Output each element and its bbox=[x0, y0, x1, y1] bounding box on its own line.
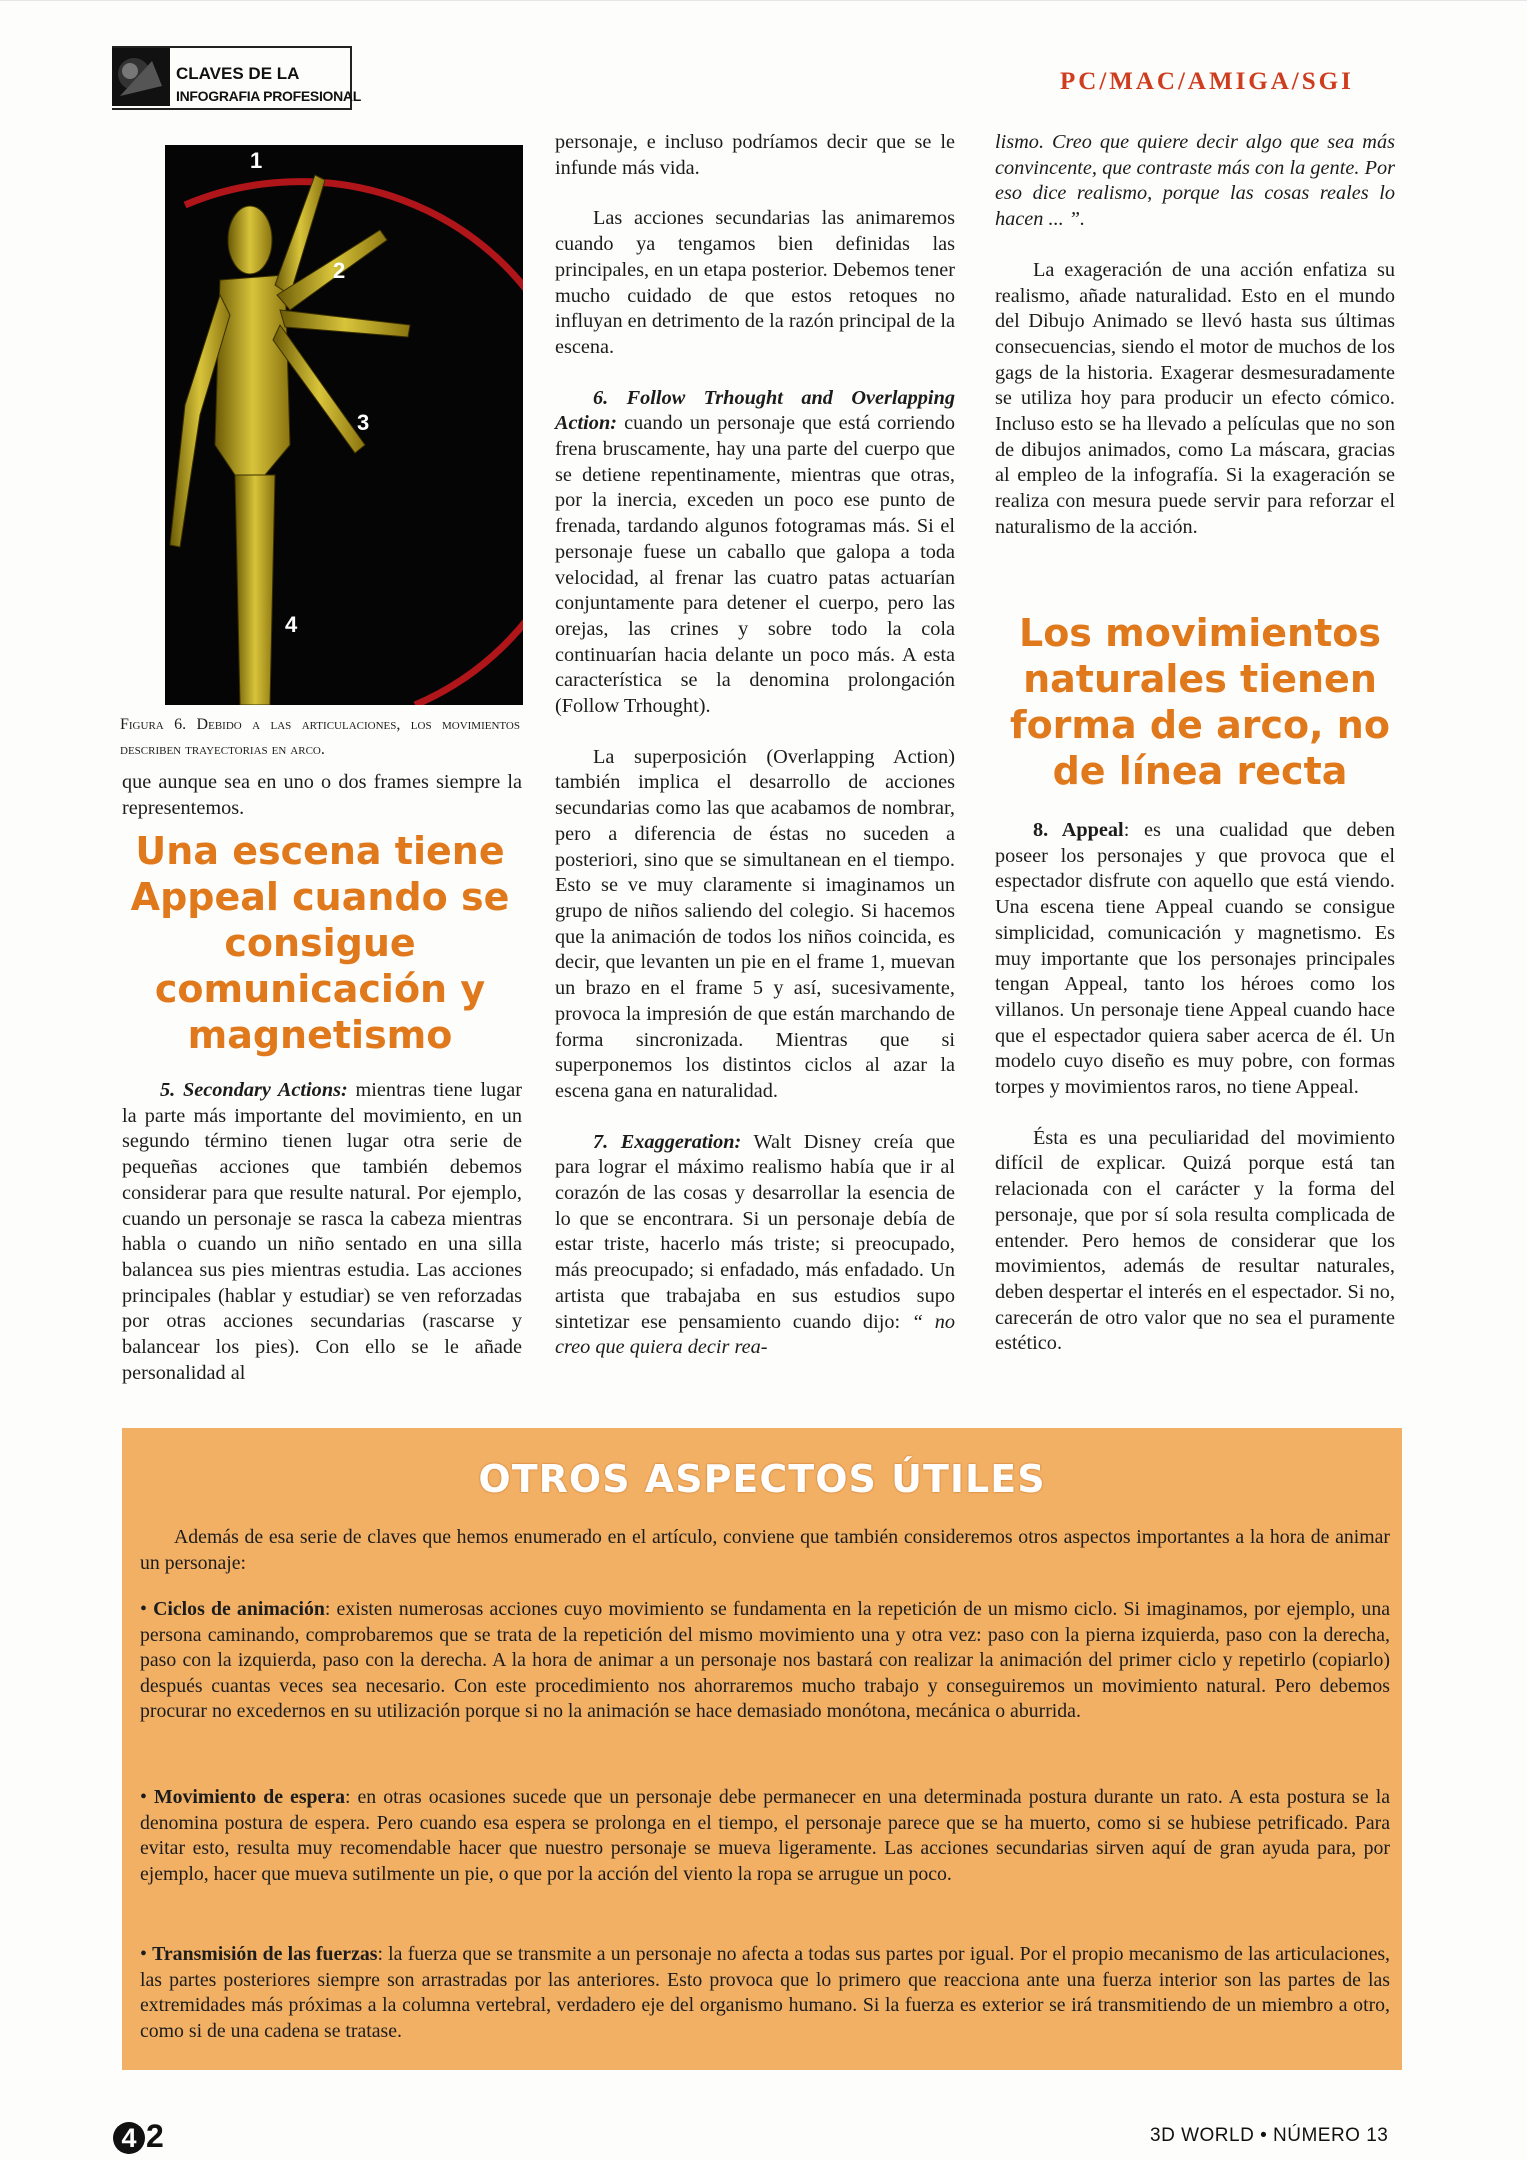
column-2 bbox=[555, 130, 955, 1361]
sidebar-item-3: • Transmisión de las fuerzas: la fuerza que se transmite a un personaje no afecta a todas sus partes por igual. Por el propio mecanismo de las articulaciones, las partes posteriores siempre son arrastradas por las anteriores. Esto provoca que lo primero que reacciona ante una fuerza interior son las partes de las extremidades más próximas a la columna vertebral, verdadero eje del organismo humano. Si la fuerza es exterior se irá transmitiendo de un miembro a otro, como si de una cadena se tratase. bbox=[140, 1943, 1390, 2042]
pullquote-appeal: Una escena tiene Appeal cuando se consigue comunicación y magnetismo bbox=[130, 829, 510, 1057]
section-7-quote: “ no creo que quiera decir rea- bbox=[555, 1310, 955, 1359]
section-7-text: Walt Disney creía que para lograr el máximo realismo había que ir al corazón de las cosas y desarrollar la esencia de lo que se encontrara. Si un personaje debía de estar triste, hacerlo más triste; si preocupado, más preocupado; si enfadado, más enfadado. Un artista que trabajaba en sus estudios supo sintetizar ese pensamiento cuando dijo: bbox=[555, 1130, 955, 1333]
sidebar-title: OTROS ASPECTOS ÚTILES bbox=[478, 1457, 1046, 1501]
logo-title-line2: INFOGRAFIA PROFESIONAL bbox=[176, 88, 361, 104]
sidebar-item-1: • Ciclos de animación: existen numerosas acciones cuyo movimiento se fundamenta en la repetición de un mismo ciclo. Si imaginamos, por ejemplo, una persona caminando, comprobaremos que se trata de la repetición del mismo movimiento una y otra vez: paso con la pierna izquierda, paso con la derecha, paso con la izquierda, paso con la derecha. A la hora de animar a un personaje nos bastará con realizar la animación del primer ciclo y repetirlo (copiarlo) después cuantas veces sea necesario. Con este procedimiento nos ahorraremos mucho trabajo y conseguiremos un movimiento natural. Pero debemos procurar no excedernos en su utilización porque si no la animación se hace demasiado monótona, mecánica o aburrida. bbox=[140, 1598, 1390, 1722]
pullquote-arcs: Los movimientos naturales tienen forma de arco, no de línea recta bbox=[1010, 611, 1390, 793]
sidebar-item-3-text: : la fuerza que se transmite a un personaje no afecta a todas sus partes por igual. Por el propio mecanismo de las articulaciones, las partes posteriores siempre son arrastradas por las anteriores. Esto provoca que lo primero que reacciona ante una fuerza interior son las partes de las extremidades más próximas a la columna vertebral, verdadero eje del organismo humano. Si la fuerza es exterior se irá transmitiendo de un miembro a otro, como si de una cadena se tratase. bbox=[140, 1943, 1390, 2042]
col3-exaggeration: La exageración de una acción enfatiza su realismo, añade naturalidad. Esto en el mundo del Dibujo Animado se llevó hasta sus últimas consecuencias, siendo el motor de muchos de los gags de la historia. Exagerar desmesuradamente se utiliza hoy para producir un efecto cómico. Incluso esto se ha llevado a películas que no son de dibujos animados, como La máscara, gracias al empleo de la infografía. Si la exageración se realiza con mesura puede servir para reforzar el naturalismo de la acción. bbox=[995, 258, 1395, 538]
sidebar-item-3-term: Transmisión de las fuerzas bbox=[152, 1943, 378, 1965]
figure-caption: Figura 6. Debido a las articulaciones, los movimientos describen trayectorias en arco. bbox=[120, 716, 520, 758]
sidebar-item-2-text: : en otras ocasiones sucede que un personaje debe permanecer en una determinada postura durante un rato. A esta postura se la denomina postura de espera. Pero cuando esa espera se prolonga en el tiempo, el personaje parece que se ha muerto, como si se hubiese petrificado. Para evitar esto, resulta muy recomendable hacer que nuestro personaje se mueva ligeramente. Las acciones secundarias sirven aquí de gran ayuda para, por ejemplo, hacer que mueva sutilmente un pie, o que por la acción del viento la ropa se arrugue un poco. bbox=[140, 1786, 1390, 1885]
footer-magazine: 3D WORLD • NÚMERO 13 bbox=[1150, 2125, 1389, 2146]
figure-label-2: 2 bbox=[333, 258, 346, 283]
logo-title-line1: CLAVES DE LA bbox=[176, 64, 300, 83]
sidebar-intro-block bbox=[140, 1525, 1390, 1576]
col2-p2: Las acciones secundarias las animaremos cuando ya tengamos bien definidas las principales, en un etapa posterior. Debemos tener mucho cuidado de que estos retoques no influyan en detrimento de la razón principal de la escena. bbox=[555, 207, 955, 358]
column-3-top bbox=[995, 130, 1395, 541]
section-5-heading: 5. Secondary Actions: bbox=[160, 1079, 348, 1101]
sidebar-item-1-text: : existen numerosas acciones cuyo movimiento se fundamenta en la repetición de un mismo ciclo. Si imaginamos, por ejemplo, una persona caminando, comprobaremos que se trata de la repetición del mismo movimiento una y otra vez: paso con la pierna izquierda, paso con la derecha, paso con la izquierda, paso con la derecha. A la hora de animar a un personaje nos bastará con realizar la animación del primer ciclo y repetirlo (copiarlo) después cuantas veces sea necesario. Con este procedimiento nos ahorraremos mucho trabajo y conseguiremos un movimiento natural. Pero debemos procurar no excedernos en su utilización porque si no la animación se hace demasiado monótona, mecánica o aburrida. bbox=[140, 1598, 1390, 1722]
section-8-heading: 8. Appeal bbox=[1033, 819, 1124, 841]
col2-overlapping: La superposición (Overlapping Action) también implica el desarrollo de acciones secundarias como las que acabamos de nombrar, pero a diferencia de éstas no suceden a posteriori, sino que se simultanean en el tiempo. Esto se ve muy claramente si imaginamos un grupo de niños saliendo del colegio. Si hacemos que la animación de todos los niños coincida, es decir, que levanten un pie en el frame 1, muevan un brazo en el frame 5 y así, sucesivamente, provoca la impresión de que están marchando de forma sincronizada. Mientras que si superponemos los distintos ciclos al azar la escena gana en naturalidad. bbox=[555, 745, 955, 1102]
section-7-heading: 7. Exaggeration: bbox=[593, 1130, 742, 1153]
platforms-header: PC/MAC/AMIGA/SGI bbox=[1060, 68, 1354, 95]
section-8-text: : es una cualidad que deben poseer los personajes y que provoca que el espectador disfrute con aquello que está viendo. Una escena tiene Appeal cuando se consigue simplicidad, comunicación y magnetismo. Es muy importante que los personajes principales tengan Appeal, tanto los héroes como los villanos. Un personaje tiene Appeal cuando hace que el espectador quiera saber acerca de él. Un modelo cuyo diseño es muy pobre, con formas torpes y movimientos raros, no tiene Appeal. bbox=[995, 819, 1395, 1099]
page-number-first-digit: 4 bbox=[113, 2122, 145, 2154]
col3-final: Ésta es una peculiaridad del movimiento difícil de explicar. Quizá porque está tan relacionada con el carácter y la forma del personaje, que por sí sola resulta complicada de entender. Pero hemos de considerar que los movimientos, además de resultar naturales, deben despertar el interés en el espectador. Si no, carecerán de otro valor que no sea el puramente estético. bbox=[995, 1126, 1395, 1355]
sidebar-intro: Además de esa serie de claves que hemos enumerado en el artículo, conviene que también consideremos otros aspectos importantes a la hora de animar un personaje: bbox=[140, 1526, 1390, 1574]
col3-quote: lismo. Creo que quiere decir algo que sea más convincente, que contraste más con la gente. Por eso dice realismo, porque las cosas reales lo hacen ... ”. bbox=[995, 131, 1395, 231]
figure-6-image bbox=[165, 145, 523, 705]
page-number bbox=[113, 2118, 164, 2155]
col1-intro: que aunque sea en uno o dos frames siempre la representemos. bbox=[122, 771, 522, 819]
section-6-heading: 6. Follow Trhought and Overlapping Action: bbox=[555, 386, 955, 435]
figure-label-4: 4 bbox=[285, 612, 298, 637]
col2-p1: personaje, e incluso podríamos decir que se le infunde más vida. bbox=[555, 131, 955, 179]
section-5-text: mientras tiene lugar la parte más importante del movimiento, en un segundo término tienen lugar otra serie de pequeñas acciones que también debemos considerar para que resulte natural. Por ejemplo, cuando un personaje se rasca la cabeza mientras habla o cuando un niño sentado en una silla balancea sus pies mientras estudia. Las acciones principales (hablar y estudiar) se ven reforzadas por otras acciones secundarias (rascarse y balancear los pies). Con ello se le añade personalidad al bbox=[122, 1079, 522, 1384]
section-6-text: cuando un personaje que está corriendo frena bruscamente, hay una parte del cuerpo que se detiene repentinamente, mientras que otras, por la inercia, exceden un poco ese punto de frenada, tardando algunos fotogramas más. Si el personaje fuese un caballo que galopa a toda velocidad, al frenar las cuatro patas actuarían conjuntamente para detener el cuerpo, pero las orejas, las crines y sobre todo la cola continuarían hacia delante un poco más. A esta característica se la denomina prolongación (Follow Trhought). bbox=[555, 412, 955, 718]
top-rule bbox=[0, 0, 1527, 9]
column-3-body bbox=[995, 818, 1395, 1357]
column-1-body bbox=[122, 1078, 522, 1386]
sidebar-item-2-term: Movimiento de espera bbox=[153, 1786, 345, 1808]
sidebar-item-1-term: Ciclos de animación bbox=[153, 1598, 325, 1620]
figure-label-1: 1 bbox=[250, 148, 263, 173]
sidebar-item-2: • Movimiento de espera: en otras ocasiones sucede que un personaje debe permanecer en una determinada postura durante un rato. A esta postura se la denomina postura de espera. Pero cuando esa espera se prolonga en el tiempo, el personaje parece que se ha muerto, como si se hubiese petrificado. Para evitar esto, resulta muy recomendable hacer que nuestro personaje se mueva ligeramente. Las acciones secundarias sirven aquí de gran ayuda para, por ejemplo, hacer que mueva sutilmente un pie, o que por la acción del viento la ropa se arrugue un poco. bbox=[140, 1786, 1390, 1885]
page-number-second-digit: 2 bbox=[146, 2118, 164, 2154]
figure-label-3: 3 bbox=[357, 410, 370, 435]
figure-illustration bbox=[165, 145, 523, 705]
